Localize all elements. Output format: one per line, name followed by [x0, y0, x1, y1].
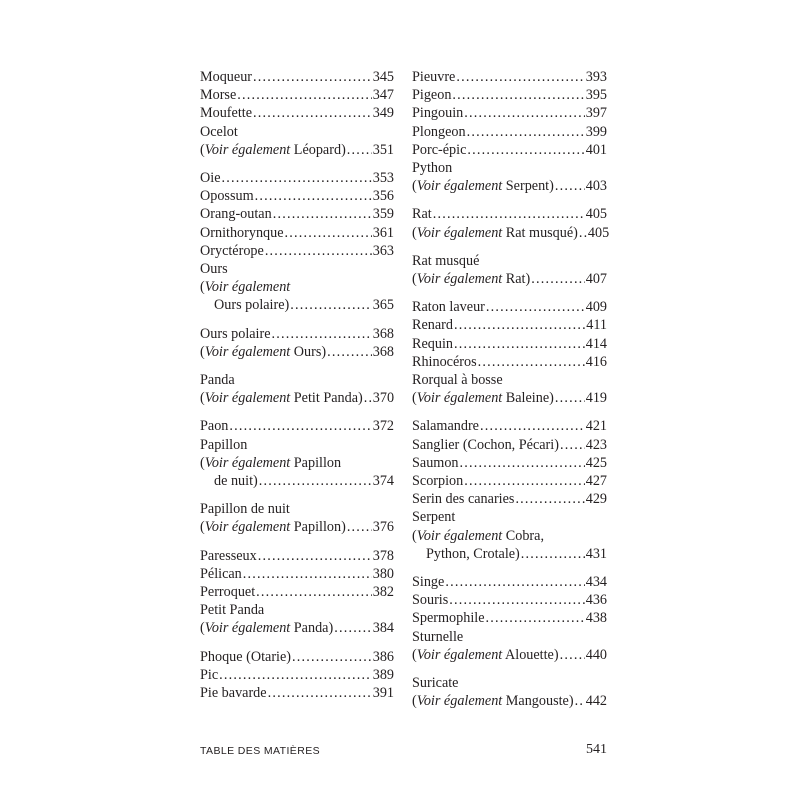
entry-text: Python, Crotale): [426, 545, 520, 562]
entry-text: (Voir également: [200, 279, 291, 296]
toc-cross-reference: [200, 389, 394, 407]
see-also-target: Léopard: [293, 141, 342, 158]
toc-entry: [412, 436, 607, 454]
entry-text: (Voir également Papillon: [200, 454, 342, 471]
entry-page-number: 409: [585, 299, 607, 316]
toc-entry: [200, 242, 394, 260]
entry-page-number: 405: [585, 206, 607, 223]
dot-leader: [258, 547, 372, 565]
entry-text: Pieuvre: [412, 69, 456, 85]
entry-text: Ours: [200, 261, 228, 278]
entry-page-number: 425: [585, 454, 607, 471]
entry-text: Phoque (Otarie): [200, 648, 292, 665]
dot-leader: [364, 389, 372, 407]
see-also-target: Alouette: [505, 646, 554, 663]
see-also-target: Panda: [293, 620, 329, 637]
entry-text: Orang-outan: [200, 206, 272, 223]
toc-entry-group: [412, 298, 607, 407]
entry-page-number: 349: [372, 105, 394, 122]
entry-text: Morse: [200, 87, 237, 104]
toc-entry: [200, 169, 394, 187]
entry-page-number: 356: [372, 188, 394, 205]
entry-page-number: 440: [585, 646, 607, 663]
entry-text: Pic: [200, 666, 219, 683]
dot-leader: [292, 648, 372, 666]
toc-entry: [412, 371, 607, 389]
entry-page-number: 434: [585, 574, 607, 591]
entry-text: Pingouin: [412, 105, 464, 122]
dot-leader: [486, 609, 585, 627]
toc-entry: [200, 565, 394, 583]
entry-text: (Voir également Rat): [412, 271, 531, 288]
entry-text: (Voir également Rat musqué): [412, 224, 578, 241]
entry-page-number: 395: [585, 87, 607, 104]
toc-entry: [412, 104, 607, 122]
entry-page-number: 382: [372, 584, 394, 601]
dot-leader: [460, 454, 585, 472]
toc-entry-group: [412, 417, 607, 563]
toc-entry: [200, 123, 394, 141]
dot-leader: [579, 224, 587, 242]
dot-leader: [464, 104, 584, 122]
entry-page-number: 429: [585, 491, 607, 508]
toc-entry-group: [200, 547, 394, 638]
see-also-target: Papillon: [293, 454, 342, 471]
entry-page-number: 372: [372, 418, 394, 435]
entry-page-number: 363: [372, 242, 394, 259]
dot-leader: [560, 436, 585, 454]
toc-cross-reference: [412, 527, 607, 545]
toc-entry: [412, 490, 607, 508]
entry-page-number: 384: [372, 620, 394, 637]
entry-page-number: 421: [585, 418, 607, 435]
toc-entry: [412, 141, 607, 159]
entry-text: (Voir également Petit Panda): [200, 390, 363, 407]
toc-entry: [200, 104, 394, 122]
toc-cross-reference: [412, 224, 610, 242]
running-footer-title: TABLE DES MATIÈRES: [200, 745, 321, 757]
toc-entry: [200, 296, 394, 314]
toc-entry: [200, 68, 394, 86]
toc-entry: [200, 684, 394, 702]
entry-page-number: 438: [585, 610, 607, 627]
dot-leader: [347, 141, 372, 159]
toc-entry: [200, 436, 394, 454]
toc-entry-group: [200, 169, 394, 315]
entry-page-number: 361: [372, 224, 394, 241]
toc-entry: [412, 252, 607, 270]
entry-text: Pigeon: [412, 87, 452, 104]
entry-text: (Voir également Papillon): [200, 519, 346, 536]
toc-entry: [200, 601, 394, 619]
entry-page-number: 380: [372, 565, 394, 582]
entry-text: Panda: [200, 372, 235, 389]
entry-page-number: 403: [585, 178, 607, 195]
entry-text: Suricate: [412, 675, 459, 692]
see-also-target: Baleine: [505, 390, 550, 407]
entry-text: (Voir également Mangouste): [412, 693, 574, 710]
toc-entry: [200, 417, 394, 435]
dot-leader: [347, 518, 372, 536]
dot-leader: [555, 177, 585, 195]
toc-cross-reference: [200, 518, 394, 536]
entry-page-number: 389: [372, 666, 394, 683]
entry-page-number: 345: [372, 69, 394, 85]
toc-cross-reference: [200, 619, 394, 637]
dot-leader: [219, 666, 372, 684]
entry-text: Python: [412, 160, 453, 177]
dot-leader: [272, 325, 372, 343]
toc-entry-group: [412, 573, 607, 664]
entry-text: Rorqual à bosse: [412, 372, 503, 389]
entry-page-number: 416: [585, 353, 607, 370]
dot-leader: [222, 169, 372, 187]
dot-leader: [285, 224, 372, 242]
see-also-target: Rat: [505, 271, 526, 288]
toc-entry-group: [412, 252, 607, 288]
see-also-label: Voir également: [416, 224, 503, 241]
entry-page-number: 347: [372, 87, 394, 104]
dot-leader: [467, 141, 584, 159]
entry-text: (Voir également Léopard): [200, 141, 346, 158]
dot-leader: [486, 298, 585, 316]
entry-text: Renard: [412, 317, 453, 334]
see-also-label: Voir également: [204, 279, 291, 296]
toc-entry: [412, 123, 607, 141]
entry-text: Serin des canaries: [412, 491, 515, 508]
toc-entry: [412, 298, 607, 316]
entry-text: Ocelot: [200, 123, 238, 140]
toc-entry: [200, 205, 394, 223]
entry-page-number: 386: [372, 648, 394, 665]
dot-leader: [229, 417, 371, 435]
see-also-label: Voir également: [416, 646, 503, 663]
entry-text: Pie bavarde: [200, 685, 267, 702]
entry-page-number: 411: [586, 317, 607, 334]
dot-leader: [456, 68, 584, 86]
entry-text: Rhinocéros: [412, 353, 477, 370]
entry-text: Serpent: [412, 509, 456, 526]
toc-cross-reference: [412, 270, 607, 288]
toc-entry: [200, 648, 394, 666]
see-also-label: Voir également: [204, 390, 291, 407]
entry-text: Ours polaire): [214, 297, 290, 314]
dot-leader: [265, 242, 372, 260]
toc-entry-group: [200, 500, 394, 536]
entry-page-number: 391: [372, 685, 394, 702]
dot-leader: [256, 583, 372, 601]
dot-leader: [480, 417, 585, 435]
entry-page-number: 393: [585, 69, 607, 85]
page-number: 541: [586, 742, 607, 757]
entry-text: Ornithorynque: [200, 224, 284, 241]
entry-text: Sanglier (Cochon, Pécari): [412, 436, 559, 453]
dot-leader: [273, 205, 372, 223]
dot-leader: [560, 646, 585, 664]
dot-leader: [259, 472, 372, 490]
entry-text: Paon: [200, 418, 229, 435]
entry-text: Souris: [412, 592, 449, 609]
toc-entry: [412, 417, 607, 435]
see-also-target: Mangouste: [505, 693, 569, 710]
see-also-label: Voir également: [416, 390, 503, 407]
see-also-label: Voir également: [204, 620, 291, 637]
dot-leader: [327, 343, 372, 361]
entry-text: (Voir également Serpent): [412, 178, 554, 195]
entry-text: Papillon: [200, 436, 248, 453]
toc-entry-group: [412, 205, 610, 241]
see-also-target: Papillon: [293, 519, 342, 536]
entry-page-number: 436: [585, 592, 607, 609]
toc-entry: [412, 628, 607, 646]
toc-cross-reference: [200, 343, 394, 361]
entry-text: (Voir également Alouette): [412, 646, 559, 663]
toc-entry: [412, 159, 607, 177]
toc-entry: [200, 325, 394, 343]
dot-leader: [255, 187, 372, 205]
entry-page-number: 414: [585, 335, 607, 352]
see-also-label: Voir également: [204, 141, 291, 158]
entry-text: Rat musqué: [412, 252, 480, 269]
toc-entry: [412, 68, 607, 86]
entry-text: Raton laveur: [412, 299, 485, 316]
entry-page-number: 431: [585, 545, 607, 562]
dot-leader: [268, 684, 372, 702]
dot-leader: [334, 619, 372, 637]
entry-text: Moufette: [200, 105, 253, 122]
entry-text: (Voir également Ours): [200, 343, 327, 360]
entry-text: Oie: [200, 170, 221, 187]
entry-text: Rat: [412, 206, 432, 223]
see-also-label: Voir également: [204, 343, 291, 360]
toc-entry: [200, 187, 394, 205]
dot-leader: [253, 104, 372, 122]
entry-text: Scorpion: [412, 473, 464, 490]
toc-entry: [412, 335, 607, 353]
toc-entry-group: [412, 68, 607, 195]
toc-cross-reference: [412, 389, 607, 407]
toc-entry-group: [200, 371, 394, 407]
entry-page-number: 365: [372, 297, 394, 314]
entry-text: Papillon de nuit: [200, 501, 290, 518]
toc-entry: [200, 583, 394, 601]
entry-text: Saumon: [412, 454, 459, 471]
entry-text: Requin: [412, 335, 453, 352]
toc-cross-reference: [200, 278, 394, 296]
toc-entry: [200, 224, 394, 242]
toc-entry: [412, 591, 607, 609]
entry-text: Sturnelle: [412, 628, 464, 645]
toc-entry-group: [200, 325, 394, 361]
see-also-target: Ours: [293, 343, 322, 360]
dot-leader: [464, 472, 584, 490]
see-also-target: Cobra,: [505, 527, 545, 544]
see-also-label: Voir également: [204, 519, 291, 536]
toc-entry: [412, 205, 607, 223]
entry-page-number: 397: [585, 105, 607, 122]
toc-entry-group: [200, 417, 394, 490]
dot-leader: [243, 565, 372, 583]
entry-page-number: 423: [585, 436, 607, 453]
toc-cross-reference: [200, 454, 394, 472]
toc-entry: [200, 500, 394, 518]
dot-leader: [521, 545, 585, 563]
dot-leader: [454, 335, 585, 353]
entry-page-number: 351: [372, 141, 394, 158]
dot-leader: [478, 353, 585, 371]
toc-column-left: [200, 68, 394, 712]
see-also-label: Voir également: [416, 178, 503, 195]
toc-entry-group: [412, 674, 607, 710]
entry-page-number: 370: [372, 390, 395, 407]
entry-page-number: 427: [585, 473, 607, 490]
toc-entry: [412, 472, 607, 490]
toc-entry: [412, 508, 607, 526]
entry-page-number: 405: [587, 224, 610, 241]
entry-text: Ours polaire: [200, 325, 271, 342]
entry-text: Porc-épic: [412, 141, 467, 158]
entry-text: (Voir également Panda): [200, 620, 334, 637]
toc-entry: [200, 472, 394, 490]
dot-leader: [445, 573, 584, 591]
dot-leader: [452, 86, 584, 104]
entry-text: Singe: [412, 574, 445, 591]
dot-leader: [515, 490, 584, 508]
entry-page-number: 368: [372, 325, 394, 342]
toc-cross-reference: [412, 177, 607, 195]
dot-leader: [467, 123, 585, 141]
see-also-label: Voir également: [204, 454, 291, 471]
toc-cross-reference: [412, 692, 607, 710]
toc-entry: [200, 666, 394, 684]
entry-text: (Voir également Baleine): [412, 390, 554, 407]
entry-text: Pélican: [200, 565, 242, 582]
dot-leader: [454, 316, 585, 334]
entry-text: Petit Panda: [200, 602, 265, 619]
dot-leader: [555, 389, 585, 407]
dot-leader: [253, 68, 372, 86]
dot-leader: [449, 591, 584, 609]
toc-entry: [412, 454, 607, 472]
entry-text: Salamandre: [412, 418, 479, 435]
toc-cross-reference: [200, 141, 394, 159]
entry-page-number: 376: [372, 519, 394, 536]
entry-page-number: 368: [372, 343, 394, 360]
toc-entry: [200, 86, 394, 104]
entry-text: de nuit): [214, 473, 258, 490]
entry-text: (Voir également Cobra,: [412, 527, 545, 544]
see-also-label: Voir également: [416, 693, 503, 710]
entry-text: Oryctérope: [200, 242, 264, 259]
toc-entry: [412, 86, 607, 104]
toc-entry-group: [200, 68, 394, 159]
entry-page-number: 378: [372, 547, 394, 564]
toc-entry: [412, 674, 607, 692]
entry-page-number: 442: [585, 693, 607, 710]
see-also-target: Petit Panda: [293, 390, 359, 407]
entry-page-number: 407: [585, 271, 607, 288]
entry-page-number: 419: [585, 390, 607, 407]
see-also-target: Rat musqué: [505, 224, 574, 241]
see-also-target: Serpent: [505, 178, 550, 195]
toc-entry-group: [200, 648, 394, 703]
entry-text: Paresseux: [200, 547, 257, 564]
toc-entry: [412, 545, 607, 563]
entry-text: Moqueur: [200, 69, 253, 85]
entry-text: Opossum: [200, 188, 254, 205]
entry-page-number: 353: [372, 170, 394, 187]
entry-text: Spermophile: [412, 610, 485, 627]
toc-column-right: [412, 68, 610, 721]
toc-entry: [200, 547, 394, 565]
toc-entry: [200, 371, 394, 389]
toc-entry: [412, 609, 607, 627]
dot-leader: [575, 692, 585, 710]
toc-entry: [412, 573, 607, 591]
dot-leader: [531, 270, 585, 288]
see-also-label: Voir également: [416, 271, 503, 288]
entry-page-number: 399: [585, 123, 607, 140]
entry-text: Perroquet: [200, 584, 256, 601]
toc-entry: [412, 316, 607, 334]
dot-leader: [237, 86, 371, 104]
toc-entry: [200, 260, 394, 278]
toc-entry: [412, 353, 607, 371]
toc-cross-reference: [412, 646, 607, 664]
entry-page-number: 374: [372, 473, 394, 490]
entry-page-number: 359: [372, 206, 394, 223]
entry-text: Plongeon: [412, 123, 466, 140]
dot-leader: [290, 296, 371, 314]
entry-page-number: 401: [585, 141, 607, 158]
dot-leader: [433, 205, 585, 223]
see-also-label: Voir également: [416, 527, 503, 544]
